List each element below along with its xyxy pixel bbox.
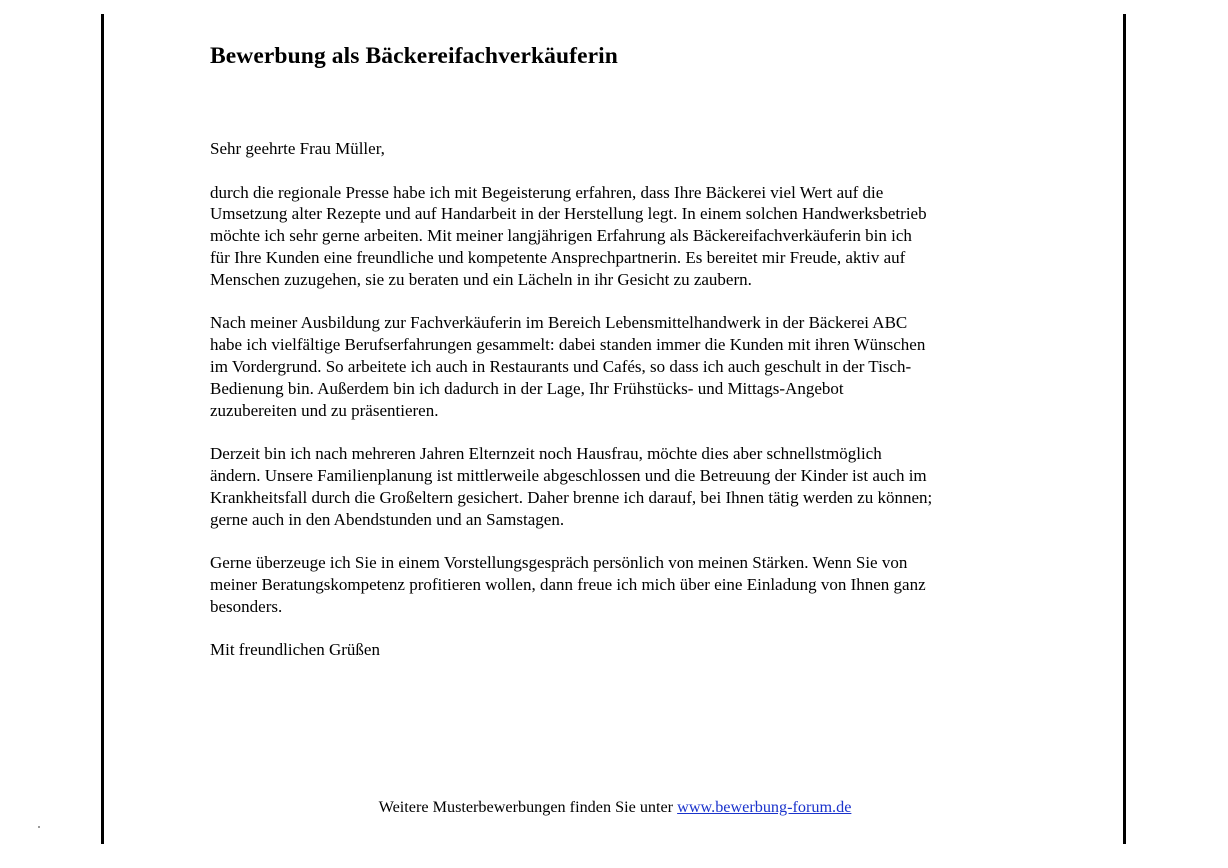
salutation: Sehr geehrte Frau Müller, [210, 139, 385, 158]
corner-mark [38, 826, 40, 828]
paragraph-line: gerne auch in den Abendstunden und an Samstagen. [210, 509, 565, 529]
paragraph-3 [210, 443, 1030, 530]
paragraph-line: für Ihre Kunden eine freundliche und kompetente Ansprechpartnerin. Es bereitet mir Freude, aktiv auf [210, 247, 906, 267]
paragraph-line: zuzubereiten und zu präsentieren. [210, 400, 439, 420]
page-border-right [1123, 14, 1126, 844]
paragraph-line: Krankheitsfall durch die Großeltern gesichert. Daher brenne ich darauf, bei Ihnen tätig werden zu können; [210, 487, 933, 507]
footer-link[interactable]: www.bewerbung-forum.de [677, 798, 852, 816]
paragraph-line: durch die regionale Presse habe ich mit Begeisterung erfahren, dass Ihre Bäckerei viel Wert auf die [210, 182, 884, 202]
paragraph-line: Menschen zuzugehen, sie zu beraten und ein Lächeln in ihr Gesicht zu zaubern. [210, 269, 752, 289]
footer [0, 796, 1228, 818]
paragraph-line: meiner Beratungskompetenz profitieren wollen, dann freue ich mich über eine Einladung von Ihnen ganz [210, 574, 926, 594]
closing: Mit freundlichen Grüßen [210, 640, 380, 660]
paragraph-line: habe ich vielfältige Berufserfahrungen gesammelt: dabei standen immer die Kunden mit ihren Wünschen [210, 335, 926, 355]
page-border-left [101, 14, 104, 844]
paragraph-line: Bedienung bin. Außerdem bin ich dadurch in der Lage, Ihr Frühstücks- und Mittags-Angebot [210, 378, 844, 398]
letter-title: Bewerbung als Bäckereifachverkäuferin [210, 43, 618, 69]
paragraph-line: besonders. [210, 596, 283, 616]
paragraph-line: ändern. Unsere Familienplanung ist mittlerweile abgeschlossen und die Betreuung der Kinder ist auch im [210, 465, 927, 485]
paragraph-1 [210, 182, 1030, 291]
paragraph-line: Umsetzung alter Rezepte und auf Handarbeit in der Herstellung legt. In einem solchen Handwerksbetrieb [210, 204, 927, 224]
paragraph-4 [210, 552, 1030, 617]
paragraph-line: im Vordergrund. So arbeitete ich auch in Restaurants und Cafés, so dass ich auch geschult in der Tisch- [210, 356, 912, 376]
footer-text: Weitere Musterbewerbungen finden Sie unter [378, 798, 674, 816]
letter-body [210, 40, 1030, 661]
paragraph-line: Gerne überzeuge ich Sie in einem Vorstellungsgespräch persönlich von meinen Stärken. Wenn Sie von [210, 553, 908, 573]
paragraph-2 [210, 312, 1030, 421]
paragraph-line: Derzeit bin ich nach mehreren Jahren Elternzeit noch Hausfrau, möchte dies aber schnellstmöglich [210, 444, 882, 464]
paragraph-line: Nach meiner Ausbildung zur Fachverkäuferin im Bereich Lebensmittelhandwerk in der Bäckerei ABC [210, 313, 908, 333]
footer-line [379, 796, 852, 818]
paragraph-line: möchte ich sehr gerne arbeiten. Mit meiner langjährigen Erfahrung als Bäckereifachverkäuferin bin ich [210, 226, 912, 246]
